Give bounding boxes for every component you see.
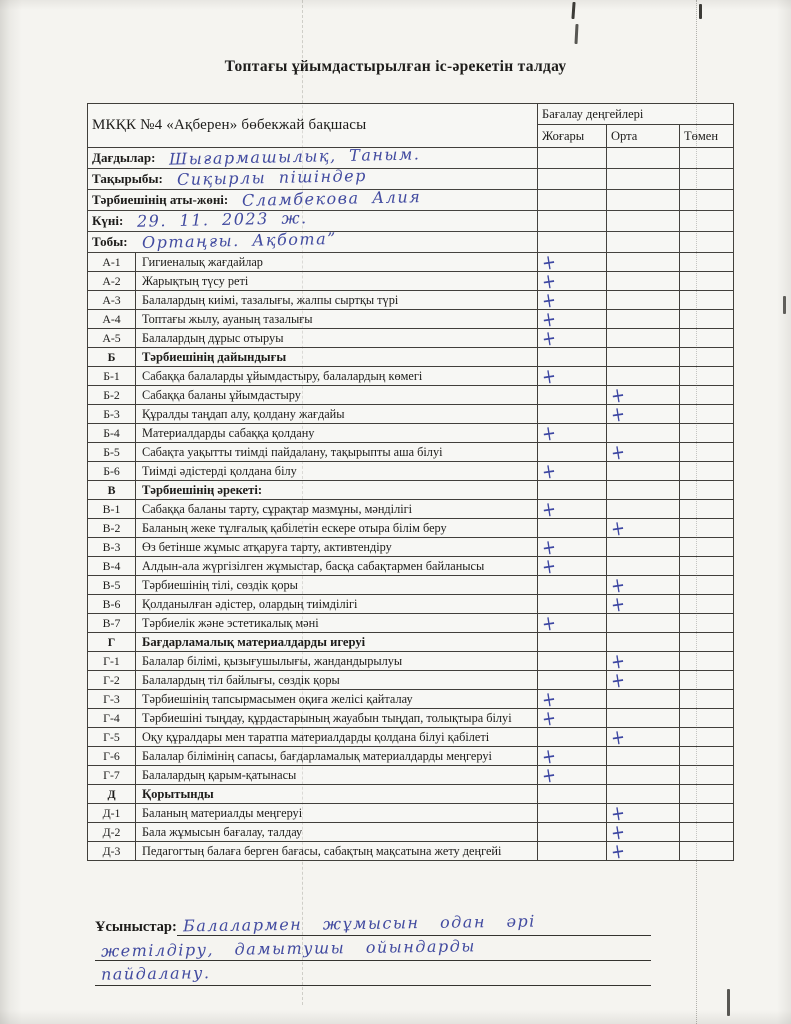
cell-low — [680, 148, 734, 169]
cell-low — [680, 766, 734, 785]
cell-high — [538, 652, 607, 671]
check-mark: + — [540, 268, 558, 294]
row-text: Сабаққа баланы ұйымдастыру — [136, 386, 538, 405]
cell-mid — [607, 766, 680, 785]
cell-low — [680, 633, 734, 652]
table-row — [88, 595, 734, 614]
cell-mid — [607, 310, 680, 329]
row-text: Сабақта уақытты тиімді пайдалану, тақырыпты аша білуі — [136, 443, 538, 462]
cell-mid — [607, 838, 680, 864]
info-row — [88, 232, 734, 253]
row-text: Тәрбиелік және эстетикалық мәні — [136, 614, 538, 633]
cell-high — [538, 804, 607, 823]
row-text: Жарықтың түсу реті — [136, 272, 538, 291]
table-row — [88, 671, 734, 690]
info-cell — [88, 228, 538, 253]
row-text: Балалар білімінің сапасы, бағдарламалық материалдарды меңгеруі — [136, 747, 538, 766]
row-text: Қорытынды — [136, 785, 538, 804]
table-row — [88, 842, 734, 861]
cell-mid — [607, 329, 680, 348]
table-row — [88, 690, 734, 709]
cell-low — [680, 842, 734, 861]
cell-low — [680, 747, 734, 766]
cell-low — [680, 190, 734, 211]
row-code: Г-4 — [88, 709, 136, 728]
cell-low — [680, 785, 734, 804]
cell-low — [680, 424, 734, 443]
row-text: Материалдарды сабаққа қолдану — [136, 424, 538, 443]
recommendations-line — [95, 937, 651, 961]
row-text: Тиімді әдістерді қолдана білу — [136, 462, 538, 481]
cell-mid — [607, 515, 680, 541]
row-code: Г-2 — [88, 671, 136, 690]
info-cell — [88, 208, 538, 232]
column-header-mid: Орта — [607, 125, 680, 148]
cell-high — [538, 211, 607, 232]
row-code: В-4 — [88, 557, 136, 576]
row-text: Баланың жеке тұлғалық қабілетін ескере отыра білім беру — [136, 519, 538, 538]
row-text: Өз бетінше жұмыс атқаруға тарту, активтендіру — [136, 538, 538, 557]
row-text: Тәрбиешінің дайындығы — [136, 348, 538, 367]
check-mark: + — [609, 591, 627, 617]
check-mark: + — [540, 610, 558, 636]
row-code: В-6 — [88, 595, 136, 614]
cell-high — [538, 785, 607, 804]
cell-low — [680, 823, 734, 842]
cell-low — [680, 690, 734, 709]
cell-high — [538, 420, 607, 446]
table-row — [88, 386, 734, 405]
cell-high — [538, 386, 607, 405]
cell-low — [680, 348, 734, 367]
cell-low — [680, 576, 734, 595]
cell-high — [538, 633, 607, 652]
check-mark: + — [609, 667, 627, 693]
check-mark: + — [609, 800, 627, 826]
row-code: А-4 — [88, 310, 136, 329]
table-row — [88, 405, 734, 424]
row-text: Педагогтың балаға берген бағасы, сабақтың мақсатына жету деңгейі — [136, 842, 538, 861]
recommendations-handwritten-text: жетілдіру, дамытушы ойындарды — [100, 936, 477, 961]
table-row — [88, 253, 734, 272]
check-mark: + — [609, 819, 627, 845]
cell-high — [538, 576, 607, 595]
row-code: Б-1 — [88, 367, 136, 386]
cell-low — [680, 804, 734, 823]
row-code: В — [88, 481, 136, 500]
cell-mid — [607, 253, 680, 272]
row-code: А-3 — [88, 291, 136, 310]
cell-mid — [607, 272, 680, 291]
cell-low — [680, 386, 734, 405]
table-row — [88, 291, 734, 310]
cell-low — [680, 405, 734, 424]
row-text: Сабаққа баланы тарту, сұрақтар мазмұны, мәнділігі — [136, 500, 538, 519]
check-mark: + — [609, 439, 627, 465]
recommendations-block — [95, 912, 651, 986]
check-mark: + — [540, 496, 558, 522]
table-row — [88, 500, 734, 519]
cell-mid — [607, 291, 680, 310]
scan-mark — [783, 296, 786, 314]
cell-mid — [607, 232, 680, 253]
table-row — [88, 614, 734, 633]
table-row — [88, 329, 734, 348]
row-text: Қолданылған әдістер, олардың тиімділігі — [136, 595, 538, 614]
cell-low — [680, 538, 734, 557]
row-text: Бала жұмысын бағалау, талдау — [136, 823, 538, 842]
row-text: Гигиеналық жағдайлар — [136, 253, 538, 272]
row-code: А-5 — [88, 329, 136, 348]
cell-high — [538, 148, 607, 169]
cell-mid — [607, 591, 680, 617]
cell-high — [538, 169, 607, 190]
row-text: Тәрбиешіні тыңдау, құрдастарының жауабын тыңдап, толықтыра білуі — [136, 709, 538, 728]
table-row — [88, 367, 734, 386]
check-mark: + — [540, 762, 558, 788]
recommendations-line — [95, 962, 651, 986]
table-row — [88, 804, 734, 823]
table-row — [88, 348, 734, 367]
row-code: Д-3 — [88, 842, 136, 861]
row-code: Д-1 — [88, 804, 136, 823]
cell-low — [680, 329, 734, 348]
row-code: А-1 — [88, 253, 136, 272]
row-code: Б — [88, 348, 136, 367]
check-mark: + — [609, 838, 627, 864]
info-row — [88, 190, 734, 211]
organization-title: МКҚК №4 «Ақберен» бөбекжай бақшасы — [88, 104, 538, 148]
row-text: Алдын-ала жүргізілген жұмыстар, басқа сабақтармен байланысы — [136, 557, 538, 576]
cell-low — [680, 310, 734, 329]
info-row — [88, 148, 734, 169]
check-mark: + — [540, 534, 558, 560]
info-field-label: Күні: — [92, 213, 124, 228]
check-mark: + — [540, 553, 558, 579]
table-row — [88, 576, 734, 595]
cell-mid — [607, 614, 680, 633]
evaluation-table — [87, 103, 734, 864]
row-text: Балалардың тіл байлығы, сөздік қоры — [136, 671, 538, 690]
cell-high — [538, 610, 607, 636]
table-row — [88, 728, 734, 747]
row-text: Тәрбиешінің тілі, сөздік қоры — [136, 576, 538, 595]
row-text: Құралды таңдап алу, қолдану жағдайы — [136, 405, 538, 424]
cell-mid — [607, 538, 680, 557]
row-text: Оқу құралдары мен таратпа материалдарды қолдана білуі қабілеті — [136, 728, 538, 747]
row-code: В-2 — [88, 519, 136, 538]
row-code: Б-4 — [88, 424, 136, 443]
row-code: Г-7 — [88, 766, 136, 785]
row-text: Балалардың қарым-қатынасы — [136, 766, 538, 785]
cell-low — [680, 652, 734, 671]
check-mark: + — [540, 458, 558, 484]
info-field-handwritten-value: 29. 11. 2023 ж. — [137, 208, 309, 231]
row-code: Д — [88, 785, 136, 804]
cell-high — [538, 190, 607, 211]
check-mark: + — [609, 724, 627, 750]
recommendations-handwritten-text: пайдалану. — [100, 963, 211, 984]
cell-high — [538, 553, 607, 579]
info-field-handwritten-value: Шығармашылық, Таным. — [169, 144, 421, 169]
row-code: Г-3 — [88, 690, 136, 709]
row-code: Г-6 — [88, 747, 136, 766]
cell-mid — [607, 190, 680, 211]
cell-high — [538, 842, 607, 861]
info-field-handwritten-value: Ортаңғы. Ақбота” — [141, 228, 337, 253]
cell-mid — [607, 481, 680, 500]
table-row — [88, 310, 734, 329]
info-field-label: Тобы: — [92, 234, 128, 249]
row-code: Б-3 — [88, 405, 136, 424]
cell-low — [680, 728, 734, 747]
scan-mark — [727, 989, 730, 1016]
row-code: В-7 — [88, 614, 136, 633]
cell-low — [680, 443, 734, 462]
cell-mid — [607, 439, 680, 465]
check-mark: + — [540, 743, 558, 769]
cell-low — [680, 595, 734, 614]
cell-low — [680, 500, 734, 519]
table-row — [88, 633, 734, 652]
row-code: Г-1 — [88, 652, 136, 671]
table-row — [88, 785, 734, 804]
row-text: Балалардың киімі, тазалығы, жалпы сыртқы түрі — [136, 291, 538, 310]
cell-high — [538, 762, 607, 788]
cell-low — [680, 253, 734, 272]
info-field-handwritten-value: Сиқырлы пішіндер — [176, 166, 367, 189]
table-row — [88, 424, 734, 443]
row-code: Г-5 — [88, 728, 136, 747]
recommendations-handwritten-text: Балалармен жұмысын одан әрі — [182, 911, 536, 936]
scan-mark — [699, 4, 702, 19]
info-cell — [88, 144, 538, 169]
cell-low — [680, 519, 734, 538]
table-row — [88, 747, 734, 766]
table-row — [88, 557, 734, 576]
recommendations-line — [95, 912, 651, 936]
cell-mid — [607, 211, 680, 232]
cell-mid — [607, 667, 680, 693]
row-code: В-3 — [88, 538, 136, 557]
page-title: Топтағы ұйымдастырылған іс-әрекетін талдау — [224, 58, 567, 75]
cell-low — [680, 169, 734, 190]
table-row — [88, 823, 734, 842]
check-mark: + — [609, 648, 627, 674]
row-code: Д-2 — [88, 823, 136, 842]
cell-low — [680, 291, 734, 310]
levels-header: Бағалау деңгейлері — [538, 104, 734, 125]
row-text: Балалардың дұрыс отыруы — [136, 329, 538, 348]
check-mark: + — [540, 249, 558, 275]
table-row — [88, 538, 734, 557]
check-mark: + — [540, 287, 558, 313]
row-text: Сабаққа балаларды ұйымдастыру, балалардың көмегі — [136, 367, 538, 386]
cell-low — [680, 671, 734, 690]
cell-high — [538, 496, 607, 522]
check-mark: + — [540, 686, 558, 712]
info-field-label: Тақырыбы: — [92, 171, 163, 186]
cell-high — [538, 458, 607, 484]
info-field-label: Дағдылар: — [92, 150, 156, 165]
check-mark: + — [540, 306, 558, 332]
info-row — [88, 211, 734, 232]
check-mark: + — [609, 572, 627, 598]
row-text: Тәрбиешінің тапсырмасымен оқиға желісі қайталау — [136, 690, 538, 709]
row-text: Балалар білімі, қызығушылығы, жандандырылуы — [136, 652, 538, 671]
cell-low — [680, 481, 734, 500]
row-code: В-5 — [88, 576, 136, 595]
check-mark: + — [540, 325, 558, 351]
cell-low — [680, 462, 734, 481]
cell-low — [680, 614, 734, 633]
row-code: В-1 — [88, 500, 136, 519]
check-mark: + — [609, 401, 627, 427]
cell-mid — [607, 169, 680, 190]
info-field-handwritten-value: Сламбекова Алия — [242, 187, 422, 210]
recommendations-label: Ұсыныстар: — [95, 919, 177, 935]
cell-low — [680, 367, 734, 386]
cell-low — [680, 232, 734, 253]
row-code: Г — [88, 633, 136, 652]
cell-low — [680, 557, 734, 576]
row-text: Топтағы жылу, ауаның тазалығы — [136, 310, 538, 329]
info-cell — [88, 187, 538, 211]
check-mark: + — [609, 515, 627, 541]
check-mark: + — [540, 705, 558, 731]
check-mark: + — [540, 363, 558, 389]
cell-mid — [607, 690, 680, 709]
table-row — [88, 709, 734, 728]
cell-high — [538, 232, 607, 253]
cell-high — [538, 363, 607, 389]
cell-low — [680, 709, 734, 728]
cell-high — [538, 823, 607, 842]
row-code: А-2 — [88, 272, 136, 291]
row-code: Б-6 — [88, 462, 136, 481]
check-mark: + — [609, 382, 627, 408]
row-text: Баланың материалды меңгеруі — [136, 804, 538, 823]
cell-mid — [607, 148, 680, 169]
cell-low — [680, 211, 734, 232]
cell-mid — [607, 462, 680, 481]
column-header-low: Төмен — [680, 125, 734, 148]
cell-mid — [607, 724, 680, 750]
cell-high — [538, 705, 607, 731]
table-row — [88, 519, 734, 538]
check-mark: + — [540, 420, 558, 446]
cell-mid — [607, 348, 680, 367]
info-field-label: Тәрбиешінің аты-жөні: — [92, 192, 229, 207]
table-row — [88, 443, 734, 462]
row-text: Бағдарламалық материалдарды игеруі — [136, 633, 538, 652]
table-row — [88, 652, 734, 671]
cell-high — [538, 325, 607, 351]
cell-mid — [607, 401, 680, 427]
row-code: Б-2 — [88, 386, 136, 405]
table-row — [88, 766, 734, 785]
table-row — [88, 481, 734, 500]
header-row-top — [88, 104, 734, 125]
info-cell — [88, 166, 538, 190]
cell-mid — [607, 747, 680, 766]
row-code: Б-5 — [88, 443, 136, 462]
cell-low — [680, 272, 734, 291]
table-row — [88, 462, 734, 481]
row-text: Тәрбиешінің әрекеті: — [136, 481, 538, 500]
column-header-high: Жоғары — [538, 125, 607, 148]
table-row — [88, 272, 734, 291]
